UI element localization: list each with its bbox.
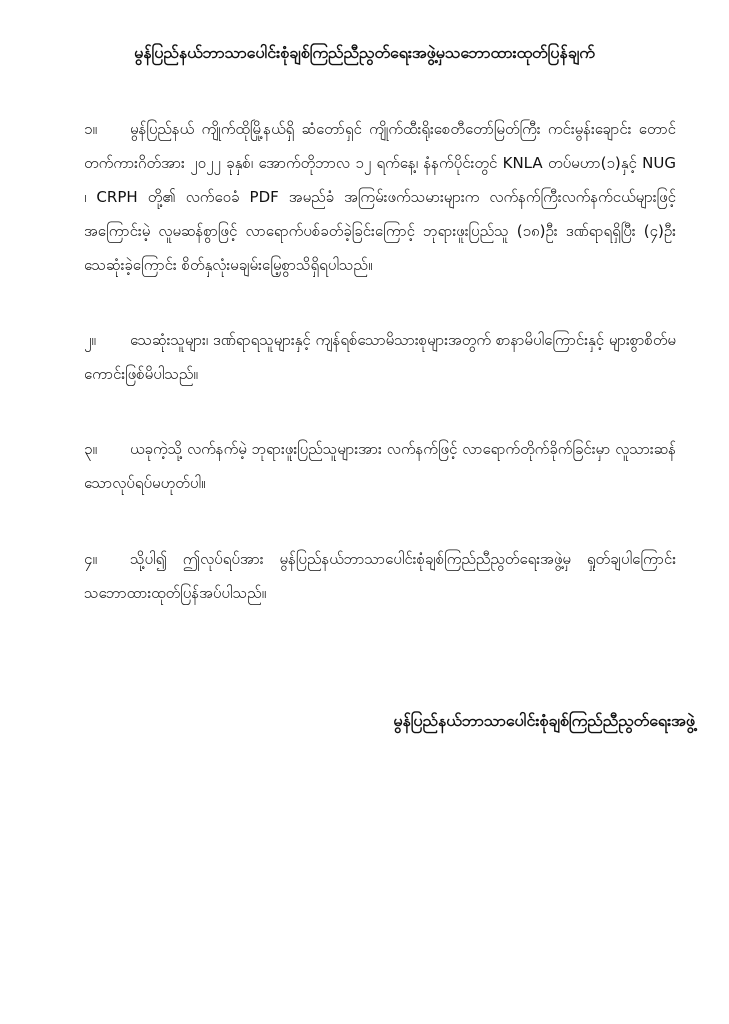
paragraph-4-number: ၄။: [84, 550, 97, 568]
signature-organization: မွန်ပြည်နယ်ဘာသာပေါင်းစုံချစ်ကြည်ညီညွတ်ရေးအဖွဲ့: [393, 711, 695, 730]
paragraph-4-text: သို့ပါ၍ ဤလုပ်ရပ်အား မွန်ပြည်နယ်ဘာသာပေါင်းစုံချစ်ကြည်ညီညွတ်ရေးအဖွဲ့မှ ရှုတ်ချပါကြောင်း သဘောထားထုတ်ပြန်အပ်ပါသည်။: [84, 550, 676, 602]
paragraph-2-text: သေဆုံးသူများ၊ ဒဏ်ရာရသူများနှင့် ကျန်ရစ်သောမိသားစုများအတွက် စာနာမိပါကြောင်းနှင့် များစွာစိတ်မကောင်းဖြစ်မိပါသည်။: [84, 331, 676, 383]
paragraph-1-text: မွန်ပြည်နယ် ကျိုက်ထိုမြို့နယ်ရှိ ဆံတော်ရှင် ကျိုက်ထီးရိုးစေတီတော်မြတ်ကြီး ကင်းမွန်းချောင်း တောင်တက်ကားဂိတ်အား ၂၀၂၂ ခုနှစ်၊ အောက်တိုဘာလ ၁၂ ရက်နေ့၊ နံနက်ပိုင်းတွင် KNLA တပ်မဟာ(၁)နှင့် NUG ၊ CRPH တို့၏ လက်ဝေခံ PDF အမည်ခံ အကြမ်းဖက်သမားများက လက်နက်ကြီးလက်နက်ငယ်များဖြင့် အကြောင်းမဲ့ လူမဆန်စွာဖြင့် လာရောက်ပစ်ခတ်ခဲ့ခြင်းကြောင့် ဘုရားဖူးပြည်သူ (၁၈)ဦး ဒဏ်ရာရရှိပြီး (၄)ဦး သေဆုံးခဲ့ကြောင်း စိတ်နှလုံးမချမ်းမြေ့စွာသိရှိရပါသည်။: [84, 120, 676, 274]
document-title: မွန်ပြည်နယ်ဘာသာပေါင်းစုံချစ်ကြည်ညီညွတ်ရေးအဖွဲ့မှသဘောထားထုတ်ပြန်ချက်: [134, 43, 595, 62]
paragraph-3: [84, 432, 676, 500]
paragraph-3-text: ယခုကဲ့သို့ လက်နက်မဲ့ ဘုရားဖူးပြည်သူများအား လက်နက်ဖြင့် လာရောက်တိုက်ခိုက်ခြင်းမှာ လူသားဆန်သောလုပ်ရပ်မဟုတ်ပါ။: [84, 440, 676, 492]
paragraph-3-number: ၃။: [84, 440, 97, 458]
paragraph-4: [84, 542, 676, 610]
paragraph-2: [84, 323, 676, 391]
paragraph-1: [84, 112, 676, 282]
paragraph-1-number: ၁။: [84, 120, 97, 138]
paragraph-2-number: ၂။: [84, 331, 96, 349]
